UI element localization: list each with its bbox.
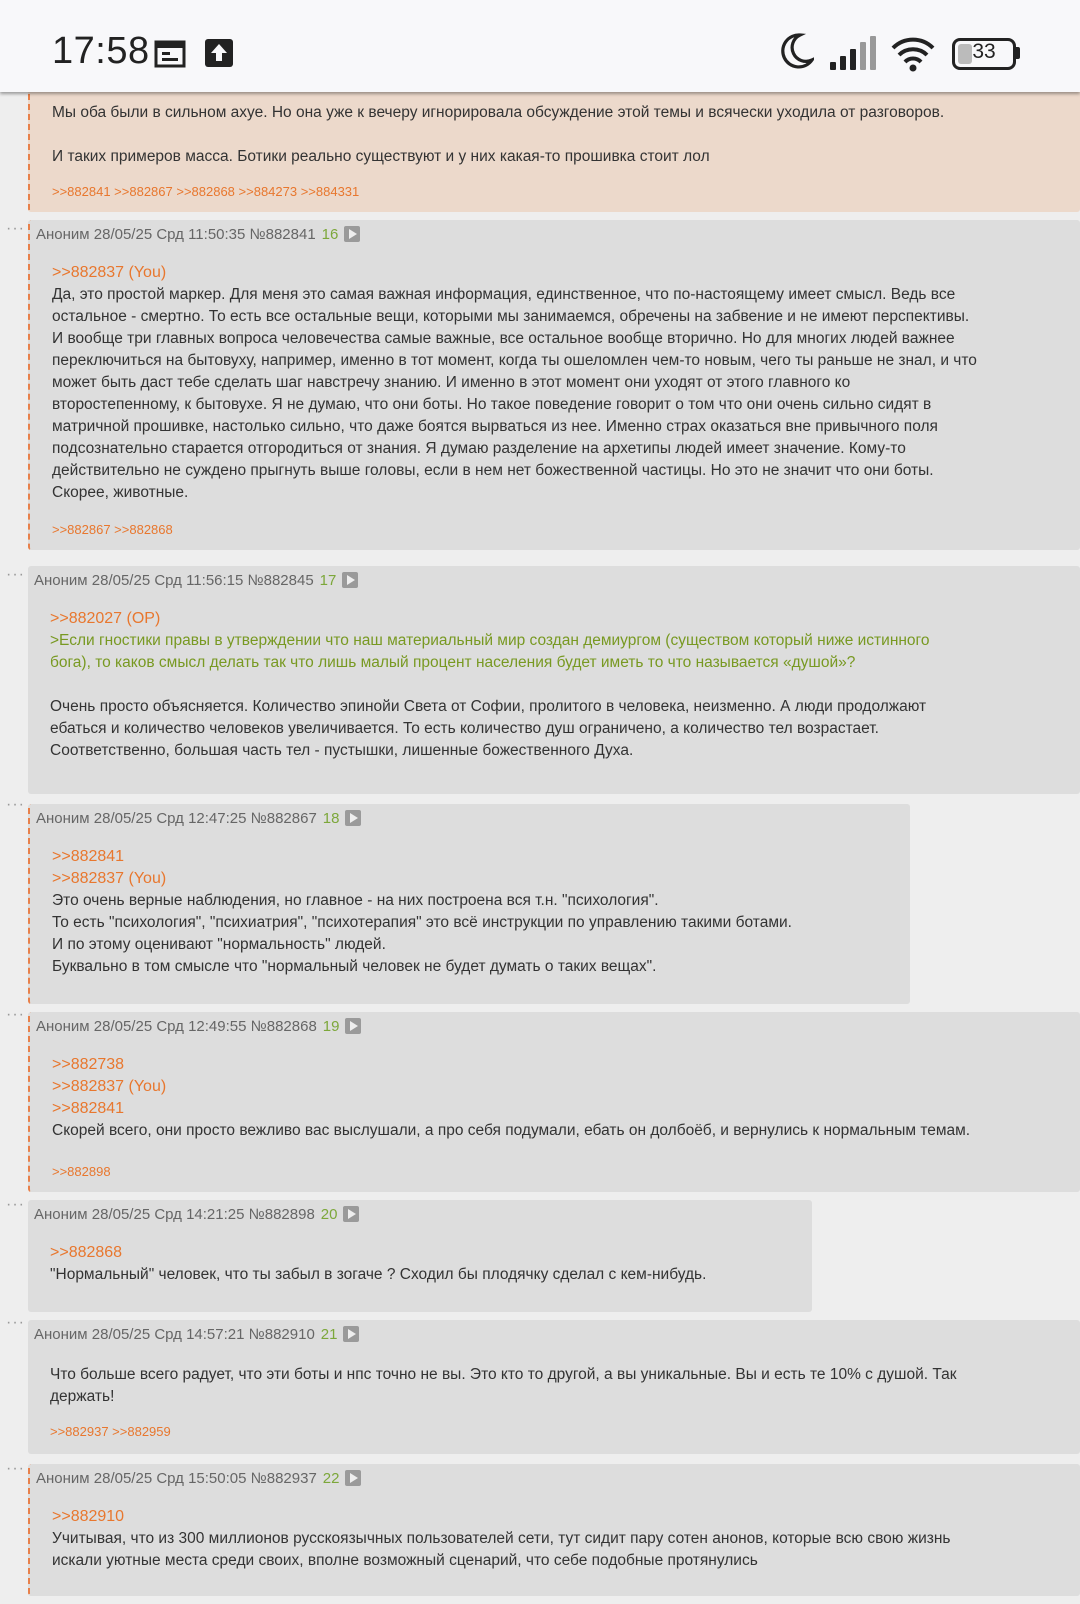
- battery-level: 33: [972, 40, 996, 63]
- play-icon[interactable]: [344, 226, 360, 242]
- post-header: [34, 1206, 359, 1223]
- play-icon[interactable]: [343, 1206, 359, 1222]
- post-counter: 16: [321, 226, 339, 243]
- status-bar: [0, 0, 1080, 92]
- post-text-line: Что больше всего радует, что эти боты и нпс точно не вы. Это кто то другой, а вы уникальные. Вы и есть те 10% с душой. Так: [50, 1366, 957, 1383]
- backlinks[interactable]: >>882867 >>882868: [52, 522, 173, 537]
- post-text-line: Да, это простой маркер. Для меня это самая важная информация, единственное, что по-настоящему имеет смысл. Ведь все: [52, 286, 956, 303]
- post-header: [34, 572, 358, 589]
- reply-link[interactable]: >>882738: [52, 1056, 125, 1073]
- signal-icon: [830, 36, 878, 70]
- post-text-line: держать!: [50, 1388, 115, 1405]
- post-text-line: остальное - смертно. То есть все остальные вещи, которыми мы занимаемся, обречены на забвение и не имеют перспективы.: [52, 308, 970, 325]
- reply-link[interactable]: >>882841: [52, 1100, 125, 1117]
- post-text-line: Учитывая, что из 300 миллионов русскоязычных пользователей сети, тут сидит пару сотен анонов, которые всю свою жизнь: [52, 1530, 951, 1547]
- reply-link[interactable]: >>882837 (You): [52, 870, 167, 887]
- post-header: [36, 810, 361, 827]
- post-header: [36, 1470, 361, 1487]
- post-text-line: действительно не суждено прыгнуть выше головы, если в нем нет божественной частицы. Но это не значит что они боты.: [52, 462, 934, 479]
- upload-icon: [204, 38, 234, 68]
- post-meta: Аноним 28/05/25 Срд 14:57:21 №882910: [34, 1326, 315, 1343]
- post-meta: Аноним 28/05/25 Срд 12:47:25 №882867: [36, 810, 317, 827]
- post-text-line: То есть "психология", "психиатрия", "психотерапия" это всё инструкции по управлению такими ботами.: [52, 914, 792, 931]
- play-icon[interactable]: [345, 810, 361, 826]
- post-menu-dots-icon[interactable]: ···: [6, 220, 25, 237]
- post-882841: [28, 220, 1080, 550]
- post-text-line: Мы оба были в сильном ахуе. Но она уже к вечеру игнорировала обсуждение этой темы и всячески уходила от разговоров.: [52, 104, 945, 121]
- post-text-line: матричной прошивке, настолько сильно, что даже боятся вырваться из нее. Именно страх оказаться вне привычного поля: [52, 418, 938, 435]
- post-882845: [28, 566, 1080, 794]
- post-text-line: переключиться на бытовуху, например, именно в тот момент, когда ты ошеломлен чем-то новым, чего ты раньше не знал, и что: [52, 352, 977, 369]
- reply-link[interactable]: >>882837 (You): [52, 1078, 167, 1095]
- greentext-quote: бога), то каков смысл делать так что лишь малый процент населения будет иметь то что называется «душой»?: [50, 654, 856, 671]
- post-meta: Аноним 28/05/25 Срд 14:21:25 №882898: [34, 1206, 315, 1223]
- play-icon[interactable]: [342, 572, 358, 588]
- post-menu-dots-icon[interactable]: ···: [6, 796, 25, 813]
- battery-icon: [952, 38, 1016, 68]
- post-counter: 19: [322, 1018, 340, 1035]
- reply-link[interactable]: >>882841: [52, 848, 125, 865]
- post-counter: 18: [322, 810, 340, 827]
- backlinks[interactable]: >>882841 >>882867 >>882868 >>884273 >>884331: [52, 184, 360, 199]
- post-header: [34, 1326, 359, 1343]
- post-menu-dots-icon[interactable]: ···: [6, 1196, 25, 1213]
- post-menu-dots-icon[interactable]: ···: [6, 1314, 25, 1331]
- backlinks[interactable]: >>882898: [52, 1164, 111, 1179]
- play-icon[interactable]: [343, 1326, 359, 1342]
- post-text-line: ебаться и количество человеков увеличивается. То есть количество душ ограничено, а количество тел возрастает.: [50, 720, 879, 737]
- post-text-line: И вообще три главных вопроса человечества самые важные, все остальное вообще вторично. Но для многих людей важнее: [52, 330, 955, 347]
- post-text-line: может быть даст тебе сделать шаг навстречу знанию. И именно в этот момент они уходят от этого главного ко: [52, 374, 851, 391]
- post-highlighted: [28, 80, 1080, 212]
- reply-link[interactable]: >>882837 (You): [52, 264, 167, 281]
- post-counter: 17: [319, 572, 337, 589]
- post-menu-dots-icon[interactable]: ···: [6, 1460, 25, 1477]
- post-counter: 21: [320, 1326, 338, 1343]
- post-text-line: искали уютные места среди своих, вполне возможный сценарий, что себе подобные протянулись: [52, 1552, 758, 1569]
- post-meta: Аноним 28/05/25 Срд 12:49:55 №882868: [36, 1018, 317, 1035]
- post-882910: [28, 1320, 1080, 1454]
- post-882898: [28, 1200, 812, 1312]
- reply-link[interactable]: >>882027 (OP): [50, 610, 161, 627]
- post-text-line: И по этому оценивают "нормальность" людей.: [52, 936, 386, 953]
- play-icon[interactable]: [345, 1018, 361, 1034]
- post-text-line: второстепенному, к бытовухе. Я не думаю, что они боты. Но такое поведение говорит о том что они очень сильно сидят в: [52, 396, 932, 413]
- backlinks[interactable]: >>882937 >>882959: [50, 1424, 171, 1439]
- post-text-line: подсознательно старается отгородиться от знания. Я думаю разделение на архетипы людей имеет значение. Кому-то: [52, 440, 906, 457]
- post-text-line: "Нормальный" человек, что ты забыл в зогаче ? Сходил бы плодячку сделал с кем-нибудь.: [50, 1266, 707, 1283]
- post-meta: Аноним 28/05/25 Срд 11:56:15 №882845: [34, 572, 314, 589]
- wifi-icon: [890, 36, 936, 72]
- post-meta: Аноним 28/05/25 Срд 15:50:05 №882937: [36, 1470, 317, 1487]
- calendar-icon: [154, 38, 186, 68]
- greentext-quote: >Если гностики правы в утверждении что наш материальный мир создан демиургом (существом который ниже истинного: [50, 632, 930, 649]
- post-text-line: И таких примеров масса. Ботики реально существуют и у них какая-то прошивка стоит лол: [52, 148, 710, 165]
- status-clock: 17:58: [52, 30, 150, 72]
- post-882937: [28, 1464, 1080, 1596]
- post-header: [36, 226, 360, 243]
- post-text-line: Скорее, животные.: [52, 484, 189, 501]
- post-text-line: Буквально в том смысле что "нормальный человек не будет думать о таких вещах".: [52, 958, 657, 975]
- post-meta: Аноним 28/05/25 Срд 11:50:35 №882841: [36, 226, 316, 243]
- post-text-line: Очень просто объясняется. Количество эпинойи Света от Софии, пролитого в человека, неизменно. А люди продолжают: [50, 698, 927, 715]
- reply-link[interactable]: >>882910: [52, 1508, 125, 1525]
- post-text-line: Это очень верные наблюдения, но главное - на них построена вся т.н. "психология".: [52, 892, 659, 909]
- post-counter: 22: [322, 1470, 340, 1487]
- post-882868: [28, 1012, 1080, 1192]
- post-882867: [28, 804, 910, 1004]
- reply-link[interactable]: >>882868: [50, 1244, 123, 1261]
- post-text-line: Скорей всего, они просто вежливо вас выслушали, а про себя подумали, ебать он долбоёб, и вернулись к нормальным темам.: [52, 1122, 971, 1139]
- post-menu-dots-icon[interactable]: ···: [6, 1006, 25, 1023]
- post-text-line: Соответственно, большая часть тел - пустышки, лишенные божественного Духа.: [50, 742, 634, 759]
- post-menu-dots-icon[interactable]: ···: [6, 566, 25, 583]
- post-header: [36, 1018, 361, 1035]
- post-counter: 20: [320, 1206, 338, 1223]
- play-icon[interactable]: [345, 1470, 361, 1486]
- moon-icon: [778, 32, 814, 70]
